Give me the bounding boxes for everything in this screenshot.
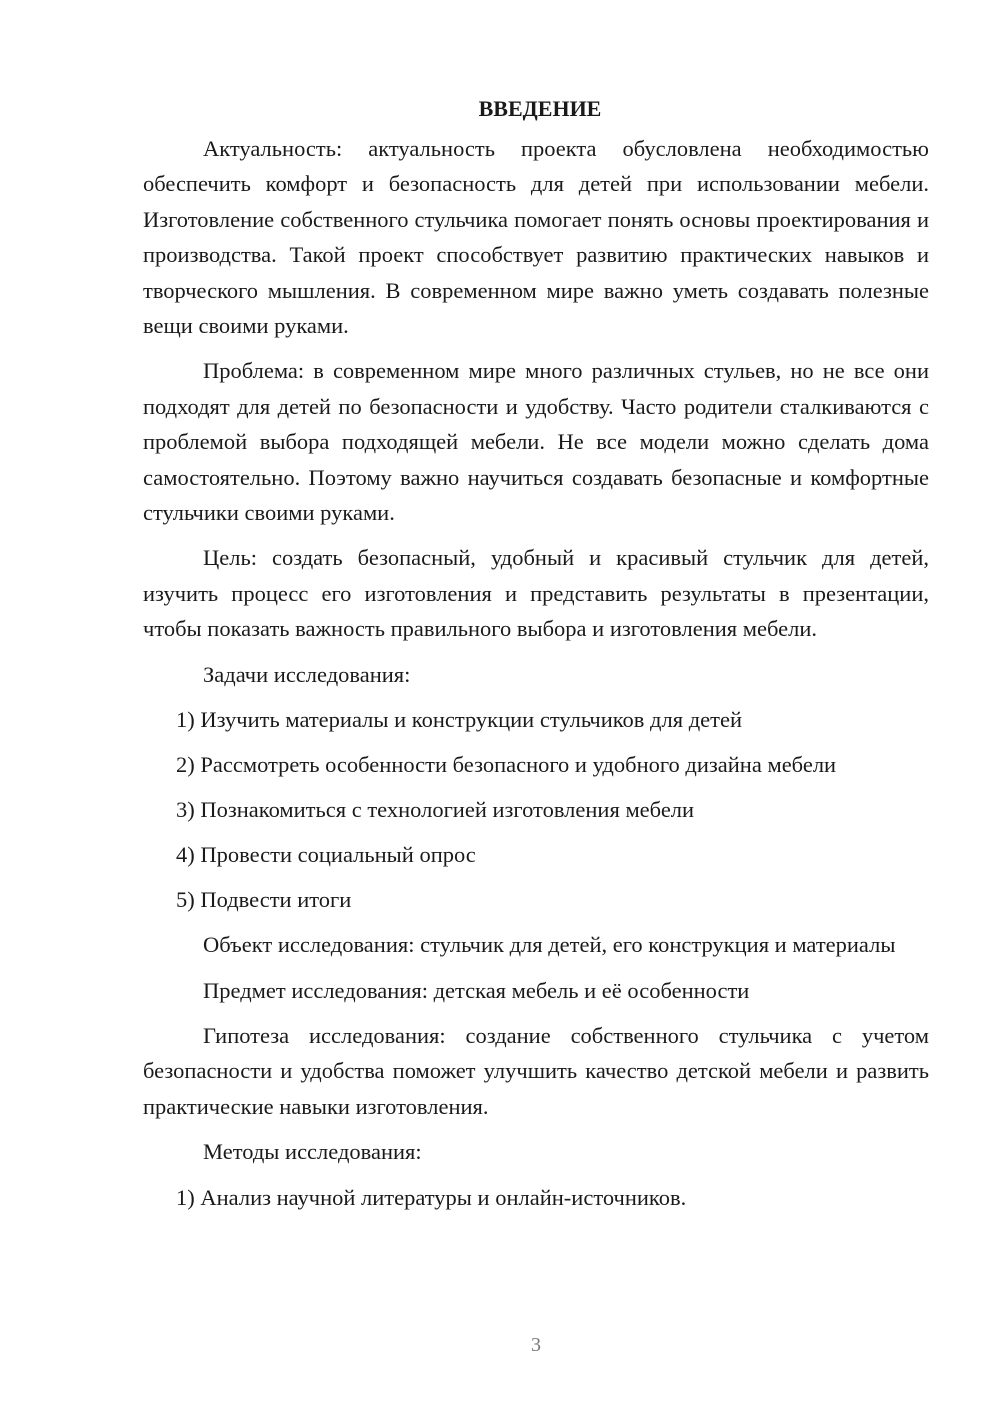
page-body: [143, 92, 929, 1215]
page-number: 3: [531, 1334, 541, 1356]
task-item: 5) Подвести итоги: [176, 887, 352, 913]
section-title: ВВЕДЕНИЕ: [478, 96, 602, 121]
task-item: 4) Провести социальный опрос: [176, 842, 476, 868]
paragraph-subject: Предмет исследования: детская мебель и её особенности: [203, 977, 750, 1003]
paragraph-tasks-heading: Задачи исследования:: [203, 661, 411, 687]
paragraph-hypothesis: Гипотеза исследования: создание собственного стульчика с учетом безопасности и удобства поможет улучшить качество детской мебели и развить практические навыки изготовления.: [143, 1022, 929, 1119]
task-item: 1) Изучить материалы и конструкции стульчиков для детей: [176, 707, 742, 733]
paragraph-object: Объект исследования: стульчик для детей, его конструкция и материалы: [203, 932, 896, 958]
paragraph-relevance: Актуальность: актуальность проекта обусловлена необходимостью обеспечить комфорт и безопасность для детей при использовании мебели. Изготовление собственного стульчика помогает понять основы проектирования и производства. Такой проект способствует развитию практических навыков и творческого мышления. В современном мире важно уметь создавать полезные вещи своими руками.: [143, 136, 929, 339]
paragraph-problem: Проблема: в современном мире много различных стульев, но не все они подходят для детей по безопасности и удобству. Часто родители сталкиваются с проблемой выбора подходящей мебели. Не все модели можно сделать дома самостоятельно. Поэтому важно научиться создавать безопасные и комфортные стульчики своими руками.: [143, 358, 929, 526]
task-item: 3) Познакомиться с технологией изготовления мебели: [176, 797, 695, 823]
paragraph-goal: Цель: создать безопасный, удобный и красивый стульчик для детей, изучить процесс его изготовления и представить результаты в презентации, чтобы показать важность правильного выбора и изготовления мебели.: [143, 545, 929, 642]
paragraph-methods-heading: Методы исследования:: [203, 1139, 422, 1165]
method-item: 1) Анализ научной литературы и онлайн-источников.: [176, 1184, 687, 1210]
task-item: 2) Рассмотреть особенности безопасного и удобного дизайна мебели: [176, 752, 837, 778]
